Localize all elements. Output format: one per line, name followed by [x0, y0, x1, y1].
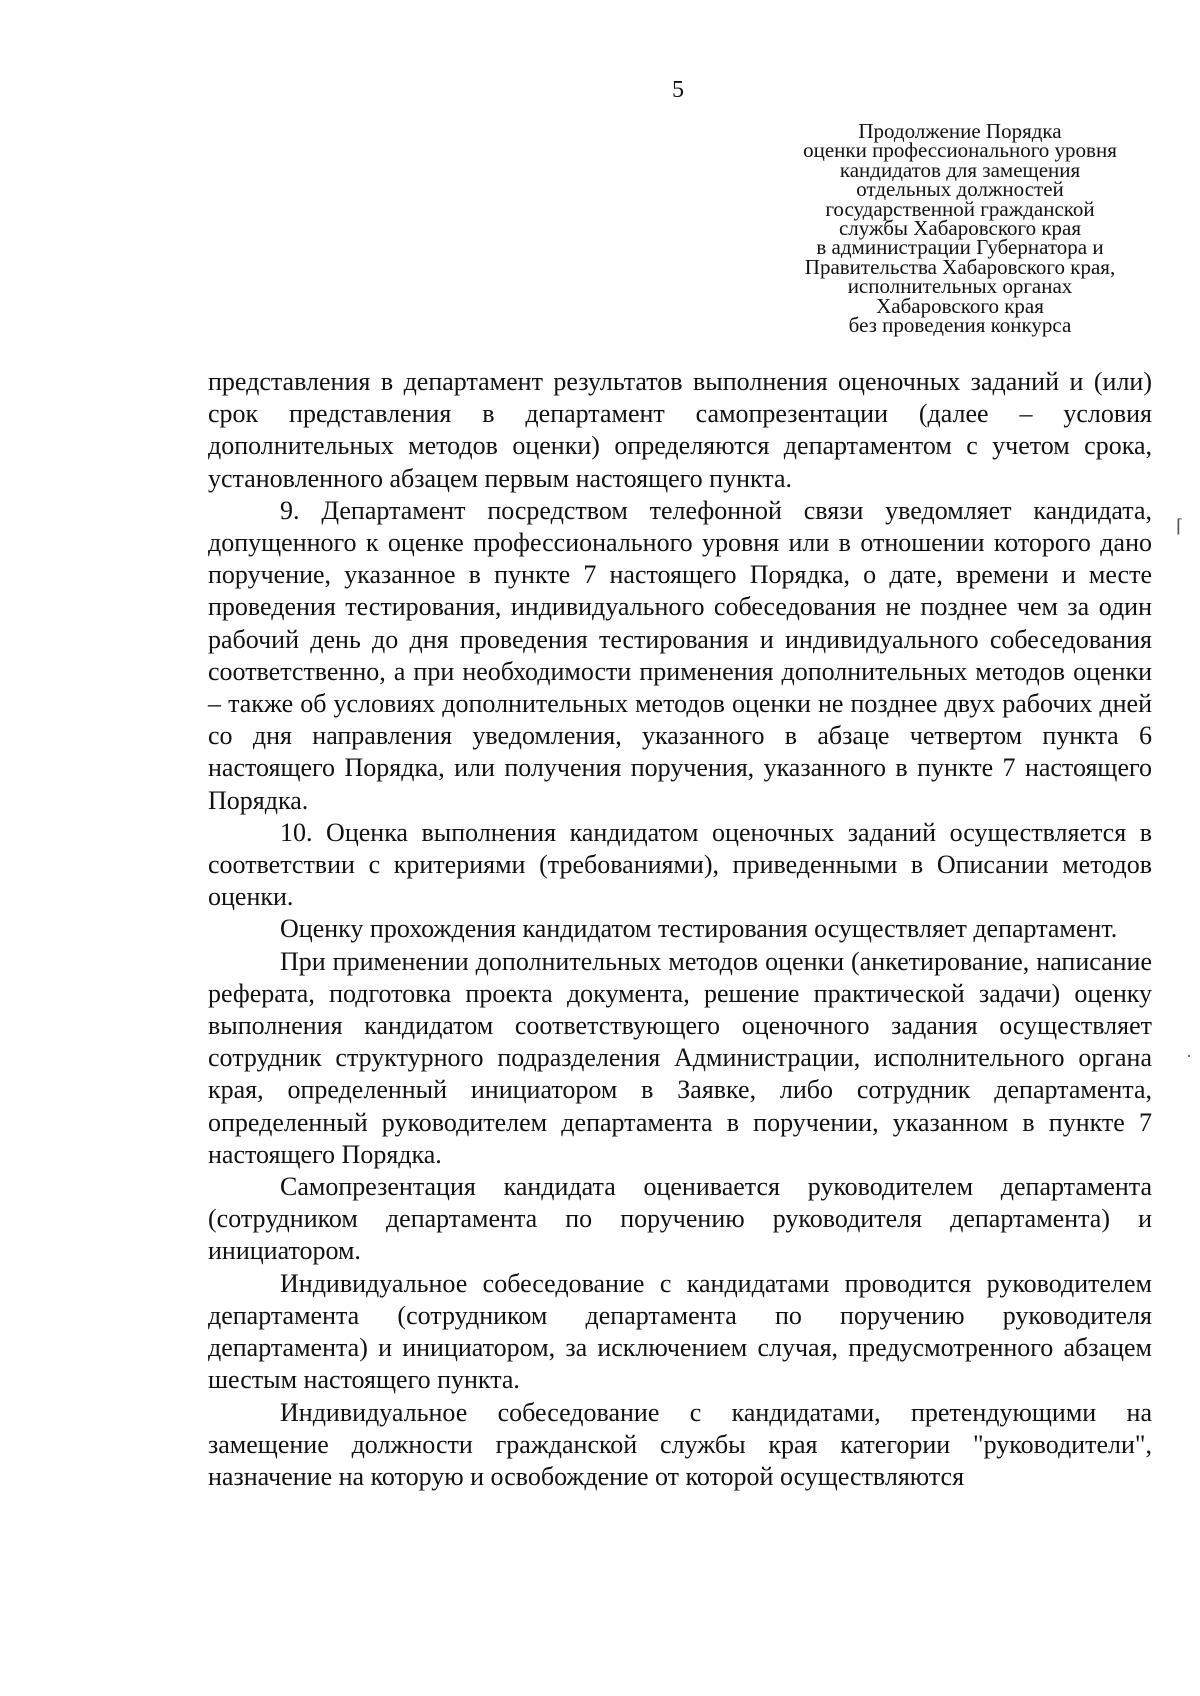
paragraph: Индивидуальное собеседование с кандидатами, претендующими на замещение должности гражданской службы края категории "руководители", назначение на которую и освобождение от которой осуществляются	[208, 1397, 1152, 1491]
document-body	[208, 366, 1152, 1493]
header-line: Правительства Хабаровского края,	[804, 254, 1116, 279]
paragraph-item-9: 9. Департамент посредством телефонной связи уведомляет кандидата, допущенного к оценке профессионального уровня или в отношении которого дано поручение, указанное в пункте 7 настоящего Порядка, о дате, времени и месте проведения тестирования, индивидуального собеседования не позднее чем за один рабочий день до дня проведения тестирования и индивидуального собеседования соответственно, а при необходимости применения дополнительных методов оценки – также об условиях дополнительных методов оценки не позднее двух рабочих дней со дня направления уведомления, указанного в абзаце четвертом пункта 6 настоящего Порядка, или получения поручения, указанного в пункте 7 настоящего Порядка.	[208, 495, 1152, 815]
header-line: Продолжение Порядка	[858, 119, 1062, 143]
paragraph: Самопрезентация кандидата оценивается руководителем департамента (сотрудником департамента по поручению руководителя департамента) и инициатором.	[208, 1172, 1152, 1266]
paragraph-item-10: 10. Оценка выполнения кандидатом оценочных заданий осуществляется в соответствии с критериями (требованиями), приведенными в Описании методов оценки.	[208, 817, 1152, 912]
header-line: Хабаровского края	[876, 293, 1044, 318]
header-line: оценки профессионального уровня	[803, 138, 1117, 163]
paragraph-continuation: представления в департамент результатов выполнения оценочных заданий и (или) срок представления в департамент самопрезентации (далее – условия дополнительных методов оценки) определяются департаментом с учетом срока, установленного абзацем первым настоящего пункта.	[208, 367, 1152, 493]
document-header-annex	[770, 119, 1150, 338]
scan-edge-mark: ⌈	[1176, 516, 1184, 536]
scan-edge-mark: ·	[1186, 1046, 1192, 1066]
header-line: исполнительных органах	[847, 274, 1073, 299]
header-line: государственной гражданской	[825, 196, 1095, 221]
paragraph: Оценку прохождения кандидатом тестирования осуществляет департамент.	[280, 914, 1118, 944]
header-line: службы Хабаровского края	[838, 216, 1082, 241]
header-line: кандидатов для замещения	[839, 157, 1081, 182]
header-line: отдельных должностей	[856, 177, 1064, 202]
paragraph: При применении дополнительных методов оценки (анкетирование, написание реферата, подготовка проекта документа, решение практической задачи) оценку выполнения кандидатом соответствующего оценочного задания осуществляет сотрудник структурного подразделения Администрации, исполнительного органа края, определенный инициатором в Заявке, либо сотрудник департамента, определенный руководителем департамента в поручении, указанном в пункте 7 настоящего Порядка.	[208, 946, 1152, 1169]
header-line: без проведения конкурса	[848, 313, 1072, 338]
header-line: в администрации Губернатора и	[816, 235, 1104, 260]
paragraph: Индивидуальное собеседование с кандидатами проводится руководителем департамента (сотрудником департамента по поручению руководителя департамента) и инициатором, за исключением случая, предусмотренного абзацем шестым настоящего пункта.	[208, 1268, 1152, 1395]
page-number: 5	[672, 77, 684, 103]
